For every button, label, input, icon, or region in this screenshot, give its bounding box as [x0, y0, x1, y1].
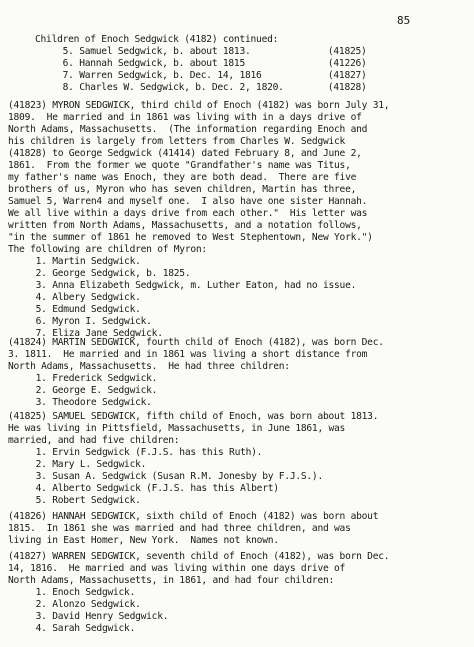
text-line: brothers of us, Myron who has seven children, Martin has three,: [8, 184, 357, 195]
text-line: 2. Alonzo Sedgwick.: [8, 599, 141, 610]
text-line: written from North Adams, Massachusetts, and a notation follows,: [8, 220, 362, 231]
text-line: 7. Warren Sedgwick, b. Dec. 14, 1816 (41827): [35, 70, 367, 81]
text-line: 6. Hannah Sedgwick, b. about 1815 (41226): [35, 58, 367, 69]
text-line: 3. Anna Elizabeth Sedgwick, m. Luther Eaton, had no issue.: [8, 280, 357, 291]
text-line: 4. Albery Sedgwick.: [8, 292, 141, 303]
text-line: 5. Samuel Sedgwick, b. about 1813. (41825): [35, 46, 367, 57]
text-line: 3. Theodore Sedgwick.: [8, 397, 152, 408]
text-line: 1. Enoch Sedgwick.: [8, 587, 136, 598]
text-line: 3. Susan A. Sedgwick (Susan R.M. Jonesby by F.J.S.).: [8, 471, 323, 482]
text-line: North Adams, Massachusetts. (The information regarding Enoch and: [8, 124, 368, 135]
text-line: 1. Ervin Sedgwick (F.J.S. has this Ruth).: [8, 447, 263, 458]
text-line: The following are children of Myron:: [8, 244, 207, 255]
text-line: 2. Mary L. Sedgwick.: [8, 459, 147, 470]
text-line: He was living in Pittsfield, Massachusetts, in June 1861, was: [8, 423, 346, 434]
text-line: 1861. From the former we quote "Grandfather's name was Titus,: [8, 160, 351, 171]
text-line: Samuel 5, Warren4 and myself one. I also have one sister Hannah.: [8, 196, 368, 207]
text-line: We all live within a days drive from each other." His letter was: [8, 208, 368, 219]
text-line: 14, 1816. He married and was living within one days drive of: [8, 563, 346, 574]
text-line: 1. Martin Sedgwick.: [8, 256, 141, 267]
text-line: 8. Charles W. Sedgwick, b. Dec. 2, 1820. (41828): [35, 82, 367, 93]
text-line: (41825) SAMUEL SEDGWICK, fifth child of Enoch, was born about 1813.: [8, 411, 379, 422]
text-line: (41827) WARREN SEDGWICK, seventh child of Enoch (4182), was born Dec.: [8, 551, 390, 562]
text-line: 5. Robert Sedgwick.: [8, 495, 141, 506]
text-line: his children is largely from letters from Charles W. Sedgwick: [8, 136, 346, 147]
text-line: (41826) HANNAH SEDGWICK, sixth child of Enoch (4182) was born about: [8, 511, 379, 522]
text-line: married, and had five children:: [8, 435, 180, 446]
text-line: living in East Homer, New York. Names not known.: [8, 535, 279, 546]
text-line: 3. 1811. He married and in 1861 was living a short distance from: [8, 349, 368, 360]
text-line: 4. Sarah Sedgwick.: [8, 623, 136, 634]
text-line: "in the summer of 1861 he removed to West Stephentown, New York."): [8, 232, 373, 243]
text-line: 1815. In 1861 she was married and had three children, and was: [8, 523, 351, 534]
text-line: North Adams, Massachusetts. He had three children:: [8, 361, 290, 372]
text-line: (41828) to George Sedgwick (41414) dated February 8, and June 2,: [8, 148, 362, 159]
text-line: Children of Enoch Sedgwick (4182) continued:: [35, 34, 279, 45]
text-line: 1809. He married and in 1861 was living with in a days drive of: [8, 112, 362, 123]
text-line: 2. George E. Sedgwick.: [8, 385, 158, 396]
text-line: (41824) MARTIN SEDGWICK, fourth child of Enoch (4182), was born Dec.: [8, 337, 384, 348]
page-number: 85: [397, 14, 411, 27]
text-line: my father's name was Enoch, they are both dead. There are five: [8, 172, 357, 183]
text-line: 1. Frederick Sedgwick.: [8, 373, 158, 384]
text-line: 2. George Sedgwick, b. 1825.: [8, 268, 191, 279]
text-line: 6. Myron I. Sedgwick.: [8, 316, 152, 327]
text-line: 5. Edmund Sedgwick.: [8, 304, 141, 315]
text-line: North Adams, Massachusetts, in 1861, and had four children:: [8, 575, 335, 586]
text-line: 7. Eliza Jane Sedgwick.: [8, 328, 163, 339]
text-line: 4. Alberto Sedgwick (F.J.S. has this Albert): [8, 483, 279, 494]
text-line: 3. David Henry Sedgwick.: [8, 611, 169, 622]
text-line: (41823) MYRON SEDGWICK, third child of Enoch (4182) was born July 31,: [8, 100, 390, 111]
